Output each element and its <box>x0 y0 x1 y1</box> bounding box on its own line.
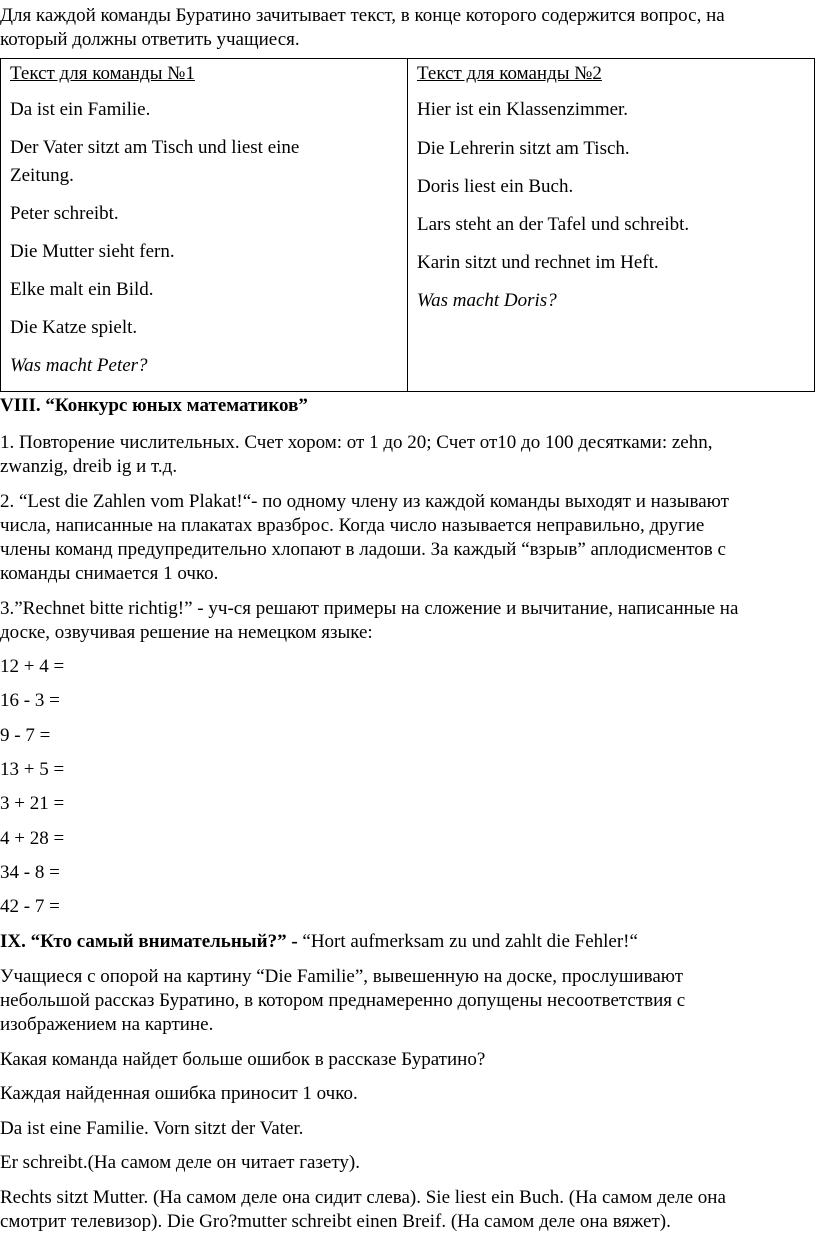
section9-p3: Каждая найденная ошибка приносит 1 очко. <box>0 1083 358 1104</box>
table-column-divider <box>407 59 408 391</box>
team-texts-table <box>0 58 815 392</box>
team2-line: Hier ist ein Klassenzimmer. <box>417 99 629 120</box>
intro-line-1: Для каждой команды Буратино зачитывает текст, в конце которого содержится вопрос, на <box>0 5 725 26</box>
section8-title: VIII. “Конкурс юных математиков” <box>0 395 308 416</box>
team1-line: Zeitung. <box>10 165 74 186</box>
math-example: 42 - 7 = <box>0 896 60 917</box>
math-example: 4 + 28 = <box>0 828 65 849</box>
team2-line: Doris liest ein Buch. <box>417 176 574 197</box>
team2-line: Die Lehrerin sitzt am Tisch. <box>417 138 630 159</box>
section9-p2: Какая команда найдет больше ошибок в рассказе Буратино? <box>0 1049 486 1070</box>
section9-title-bold: IX. “Кто самый внимательный?” - <box>0 931 298 952</box>
team2-header: Текст для команды №2 <box>417 63 602 84</box>
section8-p1-line: 1. Повторение числительных. Счет хором: от 1 до 20; Счет от10 до 100 десятками: zehn, <box>0 432 713 453</box>
math-example: 12 + 4 = <box>0 656 65 677</box>
section9-p5: Er schreibt.(На самом деле он читает газету). <box>0 1152 360 1173</box>
section9-p1-line: изображением на картине. <box>0 1014 214 1035</box>
team2-line: Karin sitzt und rechnet im Heft. <box>417 252 659 273</box>
section9-title-rest: “Hort aufmerksam zu und zahlt die Fehler!“ <box>297 931 638 952</box>
section9-p6-line: смотрит телевизор). Die Gro?mutter schreibt einen Breif. (На самом деле она вяжет). <box>0 1211 671 1232</box>
section8-p1-line: zwanzig, dreib ig и т.д. <box>0 456 178 477</box>
math-example: 3 + 21 = <box>0 793 65 814</box>
team1-line: Da ist ein Familie. <box>10 99 151 120</box>
team1-line: Die Katze spielt. <box>10 317 138 338</box>
section8-p2-line: числа, написанные на плакатах вразброс. Когда число называется неправильно, другие <box>0 515 705 536</box>
section8-p3-line: 3.”Rechnet bitte richtig!” - уч-ся решают примеры на сложение и вычитание, написанные на <box>0 598 739 619</box>
team1-line: Elke malt ein Bild. <box>10 279 154 300</box>
section9-p4: Da ist eine Familie. Vorn sitzt der Vater. <box>0 1118 304 1139</box>
section8-p2-line: команды снимается 1 очко. <box>0 563 219 584</box>
section9-p1-line: Учащиеся с опорой на картину “Die Familie”, вывешенную на доске, прослушивают <box>0 966 684 987</box>
math-example: 9 - 7 = <box>0 725 51 746</box>
math-example: 34 - 8 = <box>0 862 60 883</box>
math-example: 16 - 3 = <box>0 690 60 711</box>
section8-p2-line: 2. “Lest die Zahlen vom Plakat!“- по одному члену из каждой команды выходят и называют <box>0 491 729 512</box>
section8-p2-line: члены команд предупредительно хлопают в ладоши. За каждый “взрыв” аплодисментов с <box>0 539 726 560</box>
team2-question: Was macht Doris? <box>417 290 557 311</box>
section9-p1-line: небольшой рассказ Буратино, в котором преднамеренно допущены несоответствия с <box>0 990 686 1011</box>
team2-line: Lars steht an der Tafel und schreibt. <box>417 214 690 235</box>
intro-line-2: который должны ответить учащиеся. <box>0 29 300 50</box>
math-example: 13 + 5 = <box>0 759 65 780</box>
section9-p6-line: Rechts sitzt Mutter. (На самом деле она сидит слева). Sie liest ein Buch. (На самом деле она <box>0 1187 726 1208</box>
team1-line: Der Vater sitzt am Tisch und liest eine <box>10 137 300 158</box>
team1-line: Die Mutter sieht fern. <box>10 241 175 262</box>
team1-line: Peter schreibt. <box>10 203 119 224</box>
team1-question: Was macht Peter? <box>10 355 148 376</box>
section8-p3-line: доске, озвучивая решение на немецком языке: <box>0 622 373 643</box>
section9-title <box>0 929 638 955</box>
team1-header: Текст для команды №1 <box>10 63 195 84</box>
